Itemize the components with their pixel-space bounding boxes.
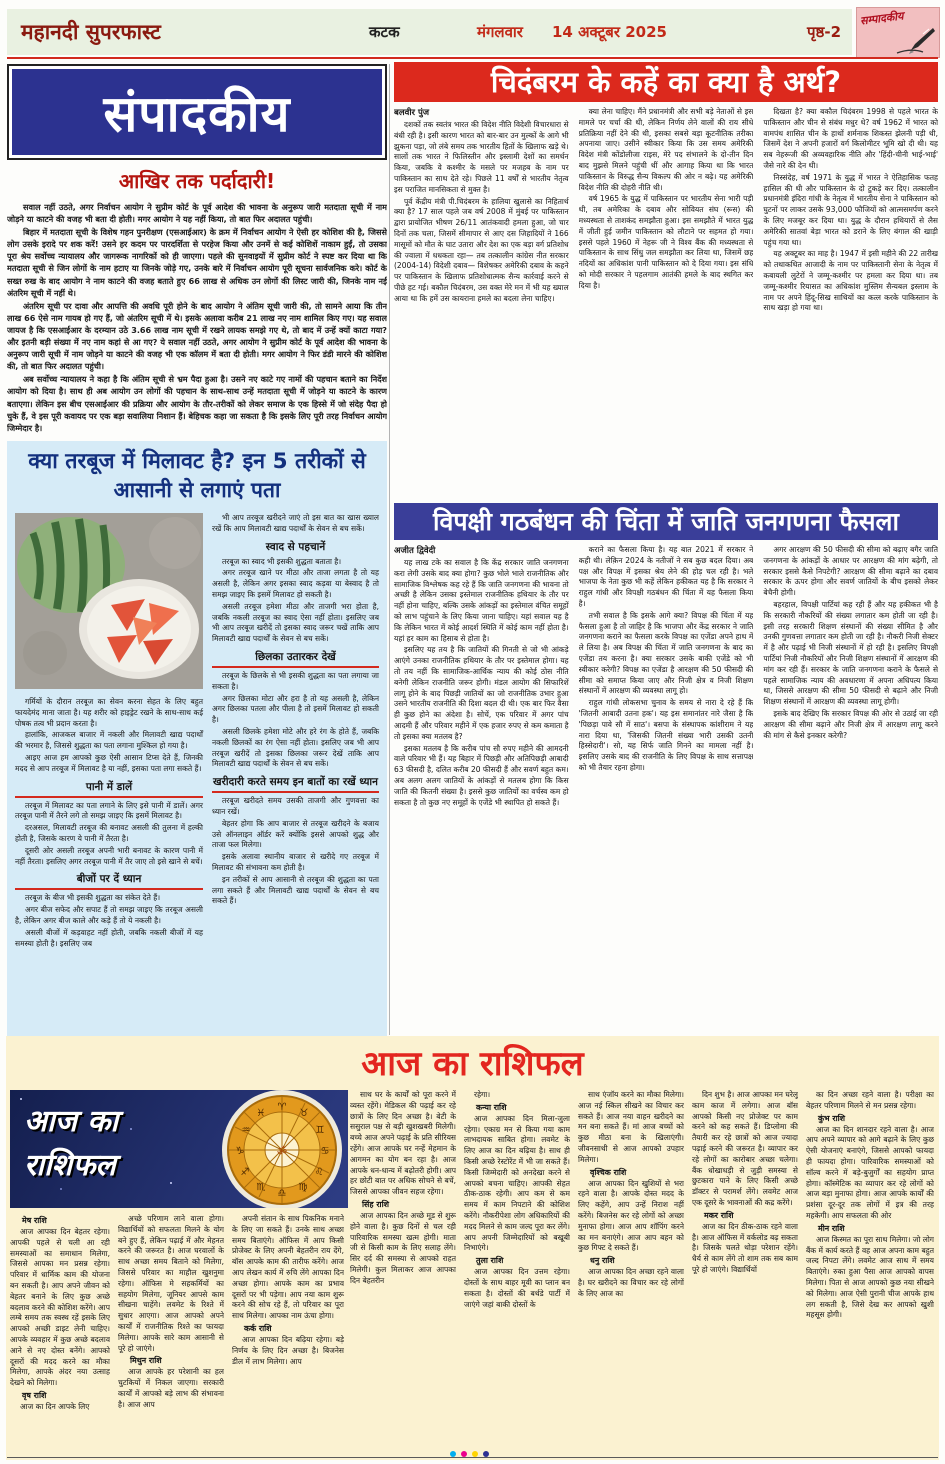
paragraph: भी आप तरबूज खरीदने जाएं तो इस बात का खास ख्याल रखें कि आप मिलावटी खाद्य पदार्थों के सेवन से बच सकें। [212, 513, 379, 533]
section-subhead: सिंह राशि [362, 1199, 389, 1209]
svg-text:♐: ♐ [240, 1167, 250, 1178]
paragraph: दूसरी ओर असली तरबूज अपनी भारी बनावट के कारण पानी में नहीं तैरता। इसलिए अगर तरबूज पानी में तैर जाए तो इसे खाने से बचें। [15, 845, 203, 866]
paragraph: दशकों तक स्वतंत्र भारत की विदेश नीति विदेशी विचारधारा से बंधी रही है। इसी कारण भारत को बार-बार उन मुल्कों के आगे भी झुकना पड़ा, जो लंबे समय तक भारतीय हितों के खिलाफ खड़े थे। सालों तक भारत ने फिलिस्तीन और इस्लामी देशों का समर्थन किया, जबकि वे कश्मीर के मसले पर मजहब के नाम पर पाकिस्तान का साथ देते रहे। पिछले 11 वर्षों से भारतीय नेतृत्व इस पराजित मानसिकता से मुक्त है। [394, 120, 569, 194]
horoscope-col-4 [350, 1090, 456, 1454]
svg-text:♏: ♏ [256, 1182, 266, 1193]
paragraph: आज आपका दिन बढ़िया रहेगा। बड़े निर्णय के लिए दिन अच्छा है। बिजनेस डील में लाभ मिलेगा। आप [232, 1334, 344, 1366]
quill-pen-icon [893, 26, 937, 56]
paragraph: बिहार में मतदाता सूची के विशेष गहन पुनरीक्षण (एसआईआर) के क्रम में निर्वाचन आयोग ने ऐसी हर कोशिश की है, जिससे लोग उसके इरादे पर शक करें! उसने हर कदम पर पारदर्शिता से परहेज किया और उनमें से कई कोशिशें नाकाम हुईं, तो उसका पूरा श्रेय सर्वोच्च न्यायालय और जागरूक नागरिकों को ही जाएगा। पहले की सुनवाइयों में सुप्रीम कोर्ट ने स्पष्ट कर दिया था कि मतदाता सूची से जिन लोगों के नाम हटाए या जिनके जोड़े गए, उनके बारे में निर्वाचन आयोग पूरी सूचना सार्वजनिक करे। कोर्ट के सख्त रुख के बाद आयोग ने नाम काटने की वजह बताते हुए 66 लाख से अधिक उन लोगों की लिस्ट जारी की, जिनके नाम नई अंतरिम सूची में नहीं थे। [7, 227, 387, 298]
caste-col1 [394, 545, 569, 1029]
paragraph: तरबूज के छिलके से भी इसकी शुद्धता का पता लगाया जा सकता है। [212, 670, 379, 691]
chidambaram-col1 [394, 107, 569, 503]
section-subhead: बीजों पर दें ध्यान [15, 872, 203, 890]
watermelon-headline-line1: क्या तरबूज में मिलावट है? इन 5 तरीकों से [28, 449, 366, 474]
paragraph: निस्संदेह, वर्ष 1971 के युद्ध में भारत ने ऐतिहासिक फतह हासिल की थी और पाकिस्तान के दो टुकड़े कर दिए। तत्कालीन प्रधानमंत्री इंदिरा गांधी के नेतृत्व में भारतीय सेना ने पाकिस्तान को घुटनों पर लाकर उसके 93,000 फौजियों को आत्मसमर्पण करने के लिए मजबूर कर दिया था। युद्ध के दौरान हथियारों से लैस अमेरिकी सातवां बेड़ा भारत को डराने के लिए बंगाल की खाड़ी पहुंच गया था। [763, 172, 938, 247]
paragraph: का दिन अच्छा रहने वाला है। परीक्षा का बेहतर परिणाम मिलने से मन प्रसन्न रहेगा। [806, 1090, 934, 1110]
stars-decoration [20, 1098, 22, 1100]
paragraph: असली छिलके हमेशा मोटे और हरे रंग के होते हैं, जबकि नकली छिलकों का रंग ऐसा नहीं होता। इसलिए जब भी आप तरबूज खरीदें तो इसका छिलका जरूर देखें ताकि आप मिलावटी खाद्य पदार्थों के सेवन से बच सकें। [212, 726, 379, 769]
cmyk-registration-dots [450, 1451, 489, 1457]
paragraph: यह अक्टूबर का माह है। 1947 में इसी महीने की 22 तारीख को तथाकथित आजादी के नाम पर पाकिस्तानी सेना के नेतृत्व में कबायली लुटेरों ने जम्मू-कश्मीर पर हमला कर दिया था। तब जम्मू-कश्मीर रियासत का अधिकांश मुस्लिम सैन्यबल इस्लाम के नाम पर अपने हिंदू-सिख साथियों का कत्ल करके पाकिस्तान के साथ खड़ा हो गया था। [763, 249, 938, 313]
paragraph: आइए आज हम आपको कुछ ऐसी आसान टिप्स देते हैं, जिनकी मदद से आप तरबूज में मिलावट है या नहीं, इसका पता लगा सकते हैं। [15, 752, 203, 773]
svg-text:ॐ: ॐ [276, 1145, 288, 1158]
section-subhead: धनु राशि [590, 1256, 615, 1266]
horoscope-image [10, 1090, 348, 1208]
paragraph: दिन शुभ है। आज आपका मन घरेलू काम काज में लगेगा। आज बॉस आपको किसी नए प्रोजेक्ट पर काम करने को कह सकते हैं। डिप्लोमा की तैयारी कर रहे छात्रों को आज ज्यादा पढ़ाई करने की जरूरत है। व्यापार कर रहे लोगों का कारोबार अच्छा चलेगा। बैंक धोखाधड़ी से जुड़ी समस्या से छुटकारा पाने के लिए किसी अच्छे डॉक्टर से परामर्श लेंगे। लवमेट आज एक दूसरे के भावनाओं की कद्र करेंगे। [692, 1090, 798, 1207]
svg-text:♓: ♓ [256, 1108, 266, 1119]
paragraph: तभी सवाल है कि इसके आगे क्या? विपक्ष की चिंता में यह फैसला हुआ है तो जाहिर है कि भाजपा और केंद्र सरकार ने जाति जनगणना कराने का फैसला करके विपक्ष का एजेंडा अपने हाथ में ले लिया है। अब विपक्ष की चिंता में जाति जनगणना के बाद का एजेंडा तय करना है। क्या सरकार उसके बाकी एजेंडे को भी स्वीकार करेगी? विपक्ष का एजेंडा है आरक्षण की 50 फीसदी की सीमा को समाप्त किया जाए और निजी क्षेत्र व निजी शिक्षण संस्थानों में आरक्षण की व्यवस्था लागू हो। [578, 610, 754, 696]
page-number: पृष्ठ-2 [807, 23, 842, 41]
section-subhead: मेष राशि [22, 1216, 47, 1225]
watermelon-article [7, 441, 387, 1067]
svg-text:♑: ♑ [235, 1146, 245, 1157]
paragraph: आज किस्मत का पूरा साथ मिलेगा। जो लोग बैंक में कार्य करते हैं वह आज अपना काम बहुत जल्द निपटा लेंगे। लवमेट आज साथ में समय बिताएंगे। रुका हुआ पैसा आज आपको वापस मिलेगा। पिता से आज आपको कुछ नया सीखने को मिलेगा। आज ऐसी पुरानी चीज आपके हाथ लग सकती है, जिसे देख कर आपको खुशी महसूस होगी। [806, 1234, 934, 1320]
paragraph: आज आपके हर परेशानी का हल चुटकियों में निकल जाएगा। सरकारी कार्यों में आपको बड़े लाभ की संभावना है। आज आप [118, 1367, 224, 1409]
paragraph: साथ एंजॉय करने का मौका मिलेगा। आज नई स्किल सीखने का विचार कर सकते हैं। आज नया वाहन खरीदने का मन बना सकते हैं। मां आज बच्चों को कुछ मीठा बना के खिलाएंगी। जीवनसाथी से आज आपको उपहार मिलेगा। [578, 1090, 684, 1164]
weekday: मंगलवार [477, 23, 523, 41]
header-divider [7, 57, 938, 59]
paragraph: दिखता है? क्या बकौल चिदंबरम 1998 से पहले भारत के पाकिस्तान और चीन से संबंध मधुर थे? वर्ष 1962 में भारत को वामपंथ शासित चीन के हाथों शर्मनाक शिकस्त झेलनी पड़ी थी, जिसमें देश ने अपनी हजारों वर्ग किलोमीटर भूमि खो दी थी। यह सब नेहरूजी की अव्यवहारिक नीति और 'हिंदी-चीनी भाई-भाई' जैसे नारे की देन थी। [763, 107, 938, 170]
caste-headline: विपक्षी गठबंधन की चिंता में जाति जनगणना फैसला [394, 503, 938, 540]
horoscope-col-5 [464, 1090, 570, 1454]
svg-text:♌: ♌ [314, 1167, 324, 1178]
paragraph: दरअसल, मिलावटी तरबूज की बनावट असली की तुलना में हल्की होती है, जिसके कारण ये पानी में तैरता है। [15, 823, 203, 843]
paragraph: साथ घर के कार्यों को पूरा करने में व्यस्त रहेंगे। मेडिकल की पढ़ाई कर रहे छात्रों के लिए दिन अच्छा है। बेटी के ससुराल पक्ष से बड़ी खुशखबरी मिलेगी। बच्चे आज अपने पढ़ाई के प्रति सीरियस रहेंगे। आज आपके घर नन्हें मेहमान के आगमन का योग बन रहा है। आज आपके धन-धान्य में बढ़ोतरी होगी। आप हर छोटी बात पर अधिक सोचने से बचें, जिससे आपका जीवन सहज रहेगा। [350, 1090, 456, 1197]
paragraph: कराने का फैसला किया है। यह बात 2021 में सरकार ने कही थी। लेक़िन 2024 के नतीजों ने सब कुछ बदल दिया। अब पक्ष और विपक्ष में इसका श्रेय लेने की होड़ चल रही है। भले भाजपा के नेता कुछ भी कहें लेकिन हकीकत यह है कि सरकार ने राहुल गांधी और विपक्षी गठबंधन की चिंता में यह फैसला किया है। [578, 545, 754, 608]
horoscope-col-2 [118, 1214, 224, 1454]
column-divider [389, 64, 390, 1035]
paragraph: अपनी संतान के साथ पिकनिक मनाने के लिए जा सकते हैं। उनके साथ अच्छा समय बिताएंगे। ऑफिस में आप किसी प्रोजेक्ट के लिए अपनी बेहतरीन राय देंगे, बॉस आपके काम की तारीफ करेंगे। आज आप लेखन कार्य में रुचि लेंगे आपका दिन अच्छा होगा। आपके काम का प्रभाव दूसरों पर भी पड़ेगा। आप नया काम शुरू करने की सोच रहे हैं, तो परिवार का पूरा साथ मिलेगा। आपका नाम ऊंचा होगा। [232, 1214, 344, 1321]
watermelon-headline-line2: आसानी से लगाएं पता [113, 478, 281, 502]
section-subhead: तुला राशि [476, 1256, 504, 1266]
zodiac-wheel-icon [220, 1090, 344, 1208]
section-subhead: मकर राशि [704, 1210, 734, 1220]
svg-text:♒: ♒ [241, 1125, 251, 1136]
paragraph: सवाल नहीं उठते, अगर निर्वाचन आयोग ने सुप्रीम कोर्ट के पूर्व आदेश की भावना के अनुरूप जारी मतदाता सूची में नाम जोड़ने या काटने की वजह भी बता दी होती। मगर आयोग ने यह नहीं किया, तो बात फिर अदालत पहुंची। [7, 202, 387, 225]
section-subhead: कुंभ राशि [818, 1113, 846, 1123]
paragraph: इसका मतलब है कि करीब पांच सौ रुपए महीने की आमदनी वाले परिवार भी हैं। यह बिहार में पिछड़ी और अतिपिछड़ी आबादी 63 फीसदी है, दलित करीब 20 फीसदी हैं और सवर्ण बहुत कम। अब अलग अलग जातियों के आंकड़ों से मतलब होगा कि किस जाति की कितनी संख्या है। इससे कुछ जातियों का वर्चस्व कम हो सकता है तो कुछ नए समूहों के एजेंडे भी स्थापित हो सकते हैं। [394, 743, 569, 807]
paragraph: क्या लेना चाहिए। मैंने प्रधानमंत्री और सभी बड़े नेताओं से इस मामले पर चर्चा की थी, लेकिन निर्णय लेने वालों की राय सीधे प्रतिक्रिया नहीं देने की थी, इसका सबसे बड़ा कूटनीतिक तरीका अपनाया जाए। उसीने स्वीकार किया कि उस समय अमेरिकी विदेश मंत्री कोंडोलीजा राइस, मेरे पद संभालने के दो-तीन दिन बाद मुझसे मिलने पहुंची थीं और आगाह किया था कि भारत पाकिस्तान के विरुद्ध सैन्य विकल्प की ओर न बढ़े। यह अमेरिकी विदेश नीति की दोहरी नीति थी। [578, 107, 754, 192]
editorial-section-title: संपादकीय [103, 85, 291, 143]
svg-text:♊: ♊ [315, 1125, 325, 1136]
svg-text:♈: ♈ [277, 1102, 287, 1113]
section-subhead: खरीदारी करते समय इन बातों का रखें ध्यान [212, 775, 379, 793]
edition-city: कटक [369, 23, 400, 41]
watermelon-right-column [212, 513, 379, 950]
paragraph: आज का दिन आपके लिए [20, 1401, 90, 1411]
paragraph: यह लाख टके का सवाल है कि केंद्र सरकार जाति जनगणना करा लेगी उसके बाद क्या होगा? कुछ भोले भाले राजनीतिक और सामाजिक विश्लेषक कह रहे हैं कि जाति जनगणना की भावना तो अच्छी है लेकिन उसका इस्तेमाल राजनीतिक हथियार के तौर पर नहीं होना चाहिए, बल्कि उसके आंकड़ों का इस्तेमाल वंचित समूहों को लाभ पहुंचाने के लिए किया जाना चाहिए। यहां सवाल यह है कि लेकिन भारत में कोई आदर्श स्थिति में कोई काम नहीं होता है। यहां हर काम का हिसाब से होता है। [394, 558, 569, 643]
paragraph: बहरहाल, विपक्षी पार्टियां कह रही हैं और यह हकीकत भी है कि सरकारी नौकरियों की संख्या लगातार कम होती जा रही है। इसी तरह सरकारी शिक्षण संस्थानों की संख्या सीमित है और उनकी गुणवत्ता लगातार कम होती जा रही है। नौकरी निजी सेक्टर में है और पढ़ाई भी निजी संस्थानों में हो रही है। इसलिए विपक्षी पार्टियां निजी नौकरियों और निजी शिक्षण संस्थानों में आरक्षण की मांग कर रही हैं। सरकार के जाति जनगणना कराने के फैसले से पहले सामाजिक न्याय की अवधारणा में अपना अधिपत्य किया था, जिससे आरक्षण की सीमा 50 फीसदी से बढ़ाने और निजी शिक्षण संस्थानों में आरक्षण की व्यवस्था लागू होगी। [763, 599, 938, 707]
paragraph: अगर आरक्षण की 50 फीसदी की सीमा को बढ़ाए बगैर जाति जनगणना के आंकड़ों के आधार पर आरक्षण की मांग बढ़ेगी, तो सरकार इससे कैसे निपटेगी? आरक्षण की सीमा बढ़ाने का दबाव सरकार के ऊपर होगा और सवर्ण जातियों के बीच इसको लेकर बेचैनी होगी। [763, 545, 938, 598]
editorial-body [7, 201, 387, 437]
watermelon-photo [15, 513, 203, 689]
horoscope-title: आज का राशिफल [361, 1044, 584, 1084]
chidambaram-col3 [763, 107, 938, 503]
svg-text:♋: ♋ [320, 1146, 330, 1157]
paragraph: इन तरीकों से आप आसानी से तरबूज की शुद्धता का पता लगा सकते हैं और मिलावटी खाद्य पदार्थों के सेवन से बच सकते हैं। [212, 874, 379, 906]
paragraph: अगर तरबूज खाने पर मीठा और ताजा लगता है तो यह असली है, लेकिन अगर इसका स्वाद कड़वा या बेस्वाद है तो समझ जाइए कि इसमें मिलावट हो सकती है। [212, 568, 379, 599]
section-subhead: पानी में डालें [15, 780, 203, 798]
chidambaram-article [394, 62, 938, 503]
paragraph: अगर छिलका मोटा और हरा है तो यह असली है, लेकिन अगर छिलका पतला और पीला है तो इसमें मिलावट हो सकती है। [212, 693, 379, 725]
svg-text:♎: ♎ [277, 1188, 287, 1199]
paragraph: इसके बाद देखिए कि सरकार विपक्ष की ओर से उठाई जा रही आरक्षण की सीमा बढ़ाने और निजी क्षेत्र में आरक्षण लागू करने की मांग से कैसे इनकार करेगी? [763, 708, 938, 740]
paragraph: असली तरबूज हमेशा मीठा और ताजगी भरा होता है, जबकि नकली तरबूज का स्वाद ऐसा नहीं होता। इसलिए जब भी आप तरबूज खरीदें तो इसका स्वाद जरूर चखें ताकि आप मिलावटी खाद्य पदार्थों के सेवन से बच सकें। [212, 601, 379, 644]
paragraph: आज आपका दिन मिला-जुला रहेगा। एकाग्र मन से किया गया काम लाभदायक साबित होगा। लवमेट के लिए आज का दिन बढ़िया है। साथ ही किसी अच्छे रेस्टोरेंट में भी जा सकते हैं। किसी जिम्मेदारी को अनदेखा करने से आपको बचना चाहिए। आपकी सेहत ठीक-ठाक रहेगी। आप कम से कम समय में काम निपटाने की कोशिश करेंगे। नौकरीपेशा लोग अधिकारियों की मदद मिलने से काम जल्द पूरा कर लेंगे। आप अपनी जिम्मेदारियों को बखूबी निभाएंगे। [464, 1113, 570, 1253]
section-subhead: छिलका उतारकर देखें [212, 650, 379, 668]
svg-text:♉: ♉ [299, 1108, 309, 1119]
page-bottom-rule [7, 1457, 938, 1458]
caste-col2 [579, 545, 754, 1029]
paragraph: बेहतर होगा कि आप बाजार से तरबूज खरीदने के बजाय उसे ऑनलाइन ऑर्डर करें क्योंकि इससे आपको शुद्ध और ताजा फल मिलेगा। [212, 818, 379, 850]
paragraph: आज का दिन शानदार रहने वाला है। आज आप अपने व्यापार को आगे बढ़ाने के लिए कुछ ऐसी योजनाएं बनाएंगे, जिससे आपको फायदा ही फायदा होगा। पारिवारिक समस्याओं को सॉल्व करने में बड़े-बुजुर्गों का सहयोग प्राप्त होगा। कॉस्मेटिक का व्यापार कर रहे लोगों को आज बड़ा मुनाफा होगा। आज आपके कार्यों की प्रशंसा दूर-दूर तक लोगों में इत्र की तरह महकेगी। आप सफलता की ओर [806, 1124, 934, 1220]
svg-text:♍: ♍ [298, 1182, 308, 1193]
paragraph: अगर बीज सफेद और सपाट हैं तो समझ जाइए कि तरबूज असली है, लेकिन अगर बीज काले और कड़े हैं तो ये नकली है। [15, 905, 203, 925]
paragraph: तरबूज के बीज भी इसकी शुद्धता का संकेत देते हैं। [25, 893, 161, 903]
paragraph: अच्छे परिणाम लाने वाला होगा। विद्यार्थियों को सफलता मिलने के योग बने हुए हैं, लेकिन पढ़ाई में और मेहनत करने की जरूरत है। आज घरवालों के साथ अच्छा समय बिताने को मिलेगा, जिससे परिवार का माहौल खुशनुमा रहेगा। ऑफिस मे सहकर्मियों का सहयोग मिलेगा, जूनियर आपसे काम सीखना चाहेंगे। लवमेट के रिश्ते में सुधार आएगा। आज आपको अपने कार्यों में राजनीतिक रिश्ते का फायदा मिलेगा। आपके सारे काम आसानी से पूरे हो जाएंगे। [118, 1214, 224, 1353]
paragraph: हालांकि, आजकल बाजार में नकली और मिलावटी खाद्य पदार्थों की भरमार है, जिससे शुद्धता का पता लगाना मुश्किल हो गया है। [15, 730, 203, 751]
paragraph: पूर्व केंद्रीय मंत्री पी.चिदंबरम के हालिया खुलासे का निहितार्थ क्या है? 17 साल पहले जब वर्ष 2008 में मुंबई पर पाकिस्तान द्वारा प्रायोजित भीषण 26/11 आतंकवादी हमला हुआ, जो चार दिनों तक चला, जिसमें सीमापार से आए दस जिहादियों ने 166 मासूमों को मौत के घाट उतारा और देश का एक बड़ा वर्ग प्रतिशोध की ज्वाला में धधकता रहा— तब तत्कालीन कांग्रेस नीत सरकार (2004-14) विदेशी दबाव— विशेषकर अमेरिकी दबाव के कहने पर पाकिस्तान के खिलाफ प्रतिशोधात्मक सैन्य कार्रवाई करने से पीछे हट गई। बकौल चिदंबरम, उस वक्त मेरे मन में भी यह ख्याल आया था कि हमें उस कायराना हमले का बदला लेना चाहिए। [394, 196, 569, 303]
paragraph: असली बीजों में कड़वाहट नहीं होती, जबकि नकली बीजों में यह समस्या होती है। इसलिए जब [15, 927, 203, 948]
paragraph: तरबूज में मिलावट का पता लगाने के लिए इसे पानी में डालें। अगर तरबूज पानी में तैरने लगे तो समझ जाइए कि इसमें मिलावट है। [15, 800, 203, 821]
editorial-section-box [7, 64, 387, 160]
horoscope-col-8 [806, 1090, 934, 1454]
paragraph: रहेगा। [474, 1090, 491, 1099]
paragraph: आज का दिन ठीक-ठाक रहने वाला है। आज ऑफिस में वर्कलोड बढ़ सकता है। जिसके चलते थोड़ा परेशान रहेंगे। धैर्य से काम लेंगे तो शाम तक सब काम पूरे हो जाएंगे। विद्यार्थियों [692, 1221, 798, 1274]
horoscope-col-6 [578, 1090, 684, 1454]
chidambaram-byline: बलवीर पुंज [394, 108, 430, 118]
paper-name: महानदी सुपरफास्ट [21, 20, 161, 44]
section-subhead: वृष राशि [22, 1390, 47, 1400]
horoscope-col-1 [10, 1214, 110, 1454]
editorial-headline: आखिर तक पर्दादारी! [118, 169, 276, 193]
paragraph: आज आपका दिन अच्छा रहने वाला है। घर खरीदने का विचार कर रहे लोगों के लिए आज का [578, 1267, 684, 1298]
section-subhead: मीन राशि [818, 1223, 845, 1233]
paragraph: आज आपका दिन खुशियों से भरा रहने वाला है। आपके दोस्त मदद के लिए कहेंगे, आप उन्हें निराश नहीं करेंगे। बिजनेस कर रहे लोगों को अच्छा मुनाफा होगा। आज आप शॉपिंग करने का मन बनाएंगे। आज आप बहन को कुछ गिफ्ट दे सकते हैं। [578, 1178, 684, 1253]
paragraph: तरबूज खरीदते समय उसकी ताजगी और गुणवत्ता का ध्यान रखें। [212, 796, 379, 816]
corner-section-label: सम्पादकीय [859, 9, 905, 28]
paragraph: आज आपका दिन अच्छे मूड से शुरू होने वाला है। कुछ दिनों से चल रही पारिवारिक समस्या खत्म होगी। माता जी से किसी काम के लिए सलाह लेंगे। सिर दर्द की समस्या से आपको राहत मिलेगी। कुल मिलाकर आज आपका दिन बेहतरीन [350, 1210, 456, 1285]
horoscope-image-title [24, 1100, 118, 1188]
paragraph: अब सर्वोच्च न्यायालय ने कहा है कि अंतिम सूची से भ्रम पैदा हुआ है। उसने नए काटे गए नामों की पहचान बताने का निर्देश आयोग को दिया है। साथ ही अब आयोग उन लोगों की पहचान के साथ-साथ उन्हें मतदाता सूची में जोड़ने या काटने के कारण बताएगा। लेकिन इस बीच एसआईआर की प्रक्रिया और आयोग के तौर-तरीकों को लेकर समाज के एक हिस्से में जो संदेह पैदा हो चुके हैं, वे इस पूरी कवायद पर एक बड़ा सवालिया निशान हैं। बेहिचक कहा जा सकता है कि इसके लिए पूरी तरह निर्वाचन आयोग जिम्मेदार है। [7, 374, 387, 433]
caste-census-article [394, 503, 938, 1029]
paragraph: गर्मियों के दौरान तरबूज का सेवन करना सेहत के लिए बहुत फायदेमंद माना जाता है। यह शरीर को हाइड्रेट रखने के साथ-साथ कई पोषक तत्व भी प्रदान करता है। [15, 697, 203, 728]
chidambaram-headline: चिदंबरम के कहें का क्या है अर्थ? [394, 62, 938, 102]
paragraph: राहुल गांधी लोकसभा चुनाव के समय से नारा दे रहे हैं कि 'जितनी आबादी उतना हक'। यह इस समानांतर नारे जैसा है कि 'पिछड़ा पावे सौ में साठ'। बसपा के संस्थापक कांशीराम ने यह नारा दिया था, 'जिसकी जितनी संख्या भारी उसकी उतनी हिस्सेदारी'। सो, यह सिर्फ जाति गिनने का मामला नहीं है। इसलिए उसके बाद की राजनीति के लिए विपक्ष के साथ सत्तापक्ष को भी तैयार रहना होगा। [578, 698, 754, 772]
section-subhead: वृश्चिक राशि [590, 1167, 627, 1177]
paragraph: इसलिए यह तय है कि जातियों की गिनती से जो भी आंकड़े आएंगे उनका राजनीतिक हथियार के तौर पर इस्तेमाल होगा। यह तो तय नहीं कि सामाजिक-आर्थिक न्याय की कोई ठोस नीति बनेगी लेकिन राजनीति जरूर होगी। मंडल आयोग की सिफारिशें लागू होने के बाद पिछड़ी जातियों का जो राजनीतिक उभार हुआ उसने भारतीय राजनीति की दिशा बदल दी थी। एक बार फिर वैसा ही कुछ होने का अंदेशा है। सोचें, एक परिवार में अगर पांच आदमी हैं और परिवार महीने में एक हजार रुपए से कम कमाता है तो इसका क्या मतलब है? [394, 645, 569, 741]
horoscope-col-3 [232, 1214, 344, 1454]
paragraph: आज आपका दिन बेहतर रहेगा। आपकी पहले से चली आ रही समस्याओं का समाधान मिलेगा, जिससे आपका मन प्रसन्न रहेगा। परिवार में धार्मिक काम की योजना बन सकती है। आप अपने जीवन को बेहतर बनाने के लिए कुछ अच्छे बदलाव करने की कोशिश करेंगे। आप लम्बे समय तक स्वस्थ रहें इसके लिए आपको अच्छी डाइट लेनी चाहिए। आपके व्यवहार में कुछ अच्छे बदलाव आने से नए दोस्त बनेंगे। आपको दूसरों की मदद करने का मौका मिलेगा, आपके अंदर नया उत्साह देखने को मिलेगा। [10, 1227, 110, 1388]
horoscope-col-7 [692, 1090, 798, 1454]
masthead [7, 9, 852, 55]
caste-col3 [763, 545, 938, 1029]
paragraph: आज आपका दिन उत्तम रहेगा। दोस्तों के साथ बाहर मूवी का प्लान बन सकता है। दोस्तों की बर्थडे पार्टी में जाएंगे जहां बाकी दोस्तों के [464, 1267, 570, 1309]
chidambaram-col2 [579, 107, 754, 503]
section-corner-badge [856, 7, 940, 58]
section-subhead: स्वाद से पहचानें [265, 540, 326, 553]
editorial-column [7, 64, 387, 437]
paragraph: वर्ष 1965 के युद्ध में पाकिस्तान पर भारतीय सेना भारी पड़ी थी, तब अमेरिका के दबाव और सोवियत संघ (रूस) की मध्यस्थता से ताशकंद समझौता हुआ। इस समझौते में भारत युद्ध में जीती हुई जमीन पाकिस्तान को लौटाने पर सहमत हो गया। इससे पहले 1960 में नेहरू जी ने विश्व बैंक की मध्यस्थता से पाकिस्तान के साथ सिंधु जल समझौता कर लिया था, जिसमें छह नदियों का अधिकांश पानी पाकिस्तान को दे दिया गया। इस संधि को मोदी सरकार ने पहलगाम आतंकी हमले के बाद स्थगित कर दिया है। [578, 194, 754, 290]
horoscope-section [6, 1036, 939, 1460]
paragraph: तरबूज का स्वाद भी इसकी शुद्धता बताता है। [222, 556, 342, 566]
paragraph: अंतरिम सूची पर दावा और आपत्ति की अवधि पूरी होने के बाद आयोग ने अंतिम सूची जारी की, तो सामने आया कि तीन लाख 66 ऐसे नाम गायब हो गए हैं, जो अंतरिम सूची में थे। इसके अलावा करीब 21 लाख नए नाम शामिल किए गए। यह सवाल जायज है कि एसआईआर के दरम्यान उठे 3.66 लाख नाम सूची में रखने लायक समझे गए थे, तो बाद में उन्हें क्यों काटा गया? और इतनी बड़ी संख्या में नए नाम कहां से आ गए? ये सवाल नहीं उठते, अगर आयोग ने सुप्रीम कोर्ट के पूर्व आदेश की भावना के अनुरूप जारी सूची में नाम जोड़ने या काटने की वजह भी एक कॉलम में बता दी होती। मगर आयोग ने फिर डंडी मारने की कोशिश की, तो बात फिर अदालत पहुंची। [7, 300, 387, 372]
horoscope-image-title-line2: राशिफल [24, 1148, 116, 1183]
paragraph: इसके अलावा स्थानीय बाजार से खरीदे गए तरबूज में मिलावट की संभावना कम होती है। [212, 852, 379, 872]
section-subhead: मिथुन राशि [130, 1356, 162, 1366]
horoscope-image-title-line1: आज का [24, 1104, 119, 1139]
section-subhead: कर्क राशि [244, 1323, 272, 1333]
caste-byline: अजीत द्विवेदी [394, 546, 436, 556]
watermelon-left-column [15, 513, 203, 950]
issue-date: 14 अक्टूबर 2025 [552, 23, 667, 41]
section-subhead: कन्या राशि [476, 1102, 507, 1112]
